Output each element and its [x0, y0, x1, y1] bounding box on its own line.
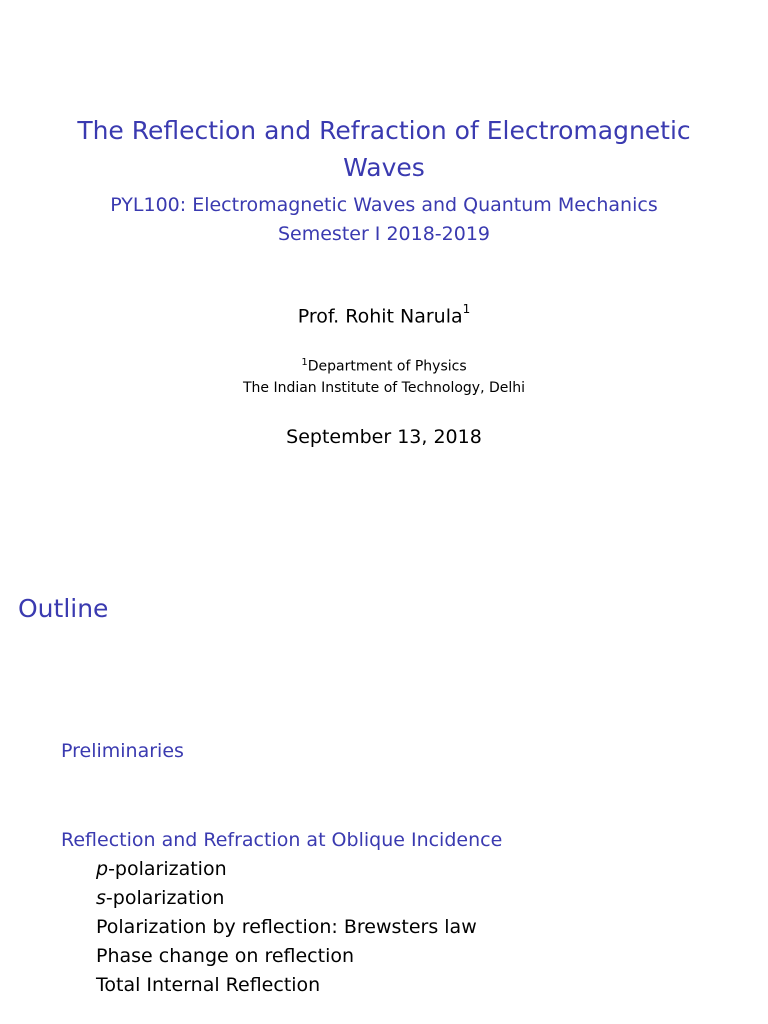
outline-section-oblique-incidence[interactable]: Reflection and Refraction at Oblique Incidence [61, 829, 503, 851]
outline-subsection-total-internal-reflection[interactable]: Total Internal Reflection [96, 974, 321, 996]
outline-subsection-phase-change[interactable]: Phase change on reflection [96, 945, 355, 967]
author [0, 298, 768, 329]
presentation-date: September 13, 2018 [286, 426, 482, 448]
institute: The Indian Institute of Technology, Delhi [242, 379, 526, 396]
affiliation [0, 352, 768, 399]
author-footnote-mark: 1 [462, 302, 471, 316]
course-subtitle [40, 191, 728, 249]
affiliation-mark: 1 [301, 357, 308, 368]
outline-subsection-p-polarization[interactable]: p-polarization [96, 858, 227, 880]
semester: Semester I 2018-2019 [277, 223, 491, 245]
outline-section-preliminaries[interactable]: Preliminaries [61, 740, 184, 762]
course-name: PYL100: Electromagnetic Waves and Quantum Mechanics [110, 194, 658, 216]
presentation-title: The Reflection and Refraction of Electromagnetic Waves [77, 116, 691, 182]
outline-subsection-brewsters-law[interactable]: Polarization by reflection: Brewsters law [96, 916, 477, 938]
outline-heading: Outline [18, 594, 109, 623]
author-name: Prof. Rohit Narula [297, 305, 463, 328]
outline-subsection-list [96, 855, 477, 1000]
outline-subsection-s-polarization[interactable]: s-polarization [96, 887, 225, 909]
department: Department of Physics [307, 358, 467, 375]
